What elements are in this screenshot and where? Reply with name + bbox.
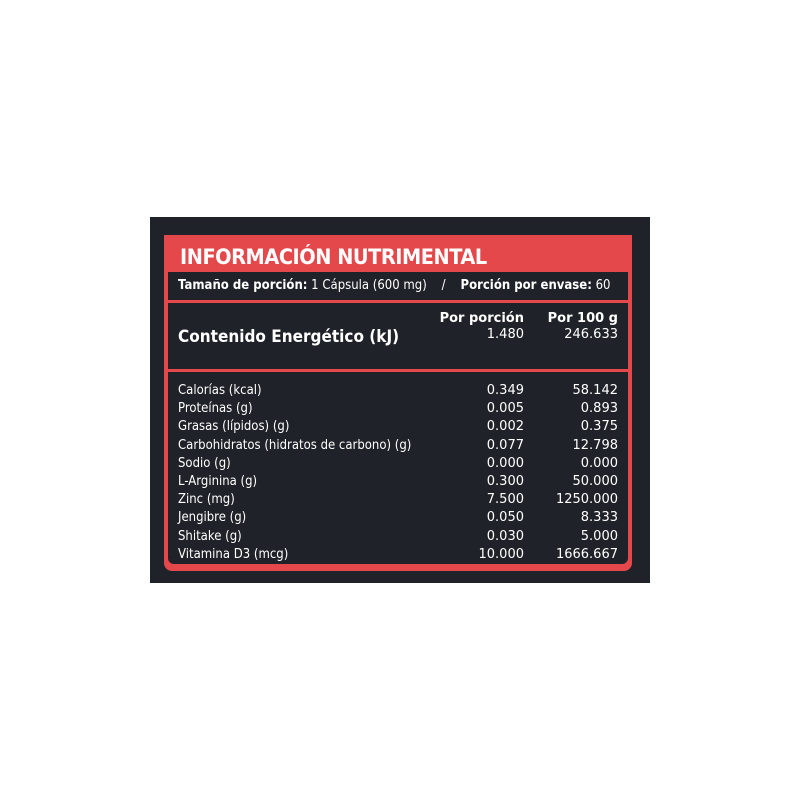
energy-per-100g: 246.633: [564, 327, 618, 342]
nutrient-list: [168, 382, 628, 564]
serving-size-value: 1 Cápsula (600 mg): [311, 278, 427, 293]
nutrient-per-100g: 50.000: [572, 473, 618, 489]
serving-info: [178, 272, 611, 300]
label-title: INFORMACIÓN NUTRIMENTAL: [180, 245, 487, 269]
per-serving-header: Por porción: [439, 311, 524, 326]
nutrient-name: Proteínas (g): [178, 401, 253, 417]
nutrient-per-serving: 0.005: [486, 401, 524, 417]
nutrient-name: Grasas (lípidos) (g): [178, 419, 290, 435]
nutrient-per-100g: 5.000: [580, 528, 618, 544]
nutrient-per-serving: 7.500: [486, 492, 524, 508]
nutrient-row: [168, 528, 628, 546]
nutrient-name: Zinc (mg): [178, 492, 235, 508]
nutrient-row: [168, 509, 628, 527]
nutrient-per-100g: 58.142: [572, 383, 618, 398]
servings-per-container-label: Porción por envase:: [460, 278, 592, 293]
nutrient-row: [168, 473, 628, 491]
nutrient-name: Jengibre (g): [178, 510, 247, 526]
nutrient-per-100g: 1250.000: [555, 492, 618, 508]
nutrient-per-serving: 0.002: [486, 419, 524, 435]
nutrient-name: L-Arginina (g): [178, 473, 258, 489]
nutrient-per-serving: 0.077: [486, 437, 524, 453]
nutrient-per-100g: 12.798: [572, 437, 618, 453]
nutrient-per-serving: 0.030: [486, 528, 524, 544]
nutrient-row: [168, 491, 628, 509]
energy-per-serving: 1.480: [486, 327, 524, 342]
nutrient-name: Calorías (kcal): [178, 383, 262, 398]
servings-per-container-value: 60: [595, 278, 611, 293]
nutrient-per-serving: 0.349: [486, 383, 524, 398]
energy-title: Contenido Energético (kJ): [178, 327, 400, 347]
nutrient-name: Vitamina D3 (mcg): [178, 546, 289, 562]
nutrient-per-100g: 0.893: [580, 401, 618, 417]
nutrient-name: Carbohidratos (hidratos de carbono) (g): [178, 437, 412, 453]
nutrition-panel: [150, 217, 650, 583]
nutrition-label: [164, 235, 632, 571]
serving-size-label: Tamaño de porción:: [178, 278, 308, 293]
nutrient-row: [168, 400, 628, 418]
nutrient-per-serving: 0.050: [486, 510, 524, 526]
nutrient-per-serving: 0.300: [486, 473, 524, 489]
nutrient-table: [168, 372, 628, 564]
nutrient-name: Sodio (g): [178, 455, 231, 471]
serving-separator: /: [441, 278, 446, 293]
nutrient-row: [168, 455, 628, 473]
per-100g-header: Por 100 g: [547, 311, 618, 326]
nutrient-per-serving: 0.000: [486, 455, 524, 471]
nutrient-row: [168, 546, 628, 564]
nutrient-row: [168, 418, 628, 436]
nutrient-name: Shitake (g): [178, 528, 242, 544]
nutrient-per-100g: 1666.667: [555, 546, 618, 562]
energy-section: [168, 303, 628, 369]
serving-info-bar: [168, 272, 628, 300]
nutrient-per-100g: 0.375: [580, 419, 618, 435]
nutrient-row: [168, 382, 628, 400]
nutrient-row: [168, 437, 628, 455]
nutrient-per-100g: 8.333: [580, 510, 618, 526]
nutrient-per-100g: 0.000: [580, 455, 618, 471]
nutrient-per-serving: 10.000: [478, 546, 524, 562]
